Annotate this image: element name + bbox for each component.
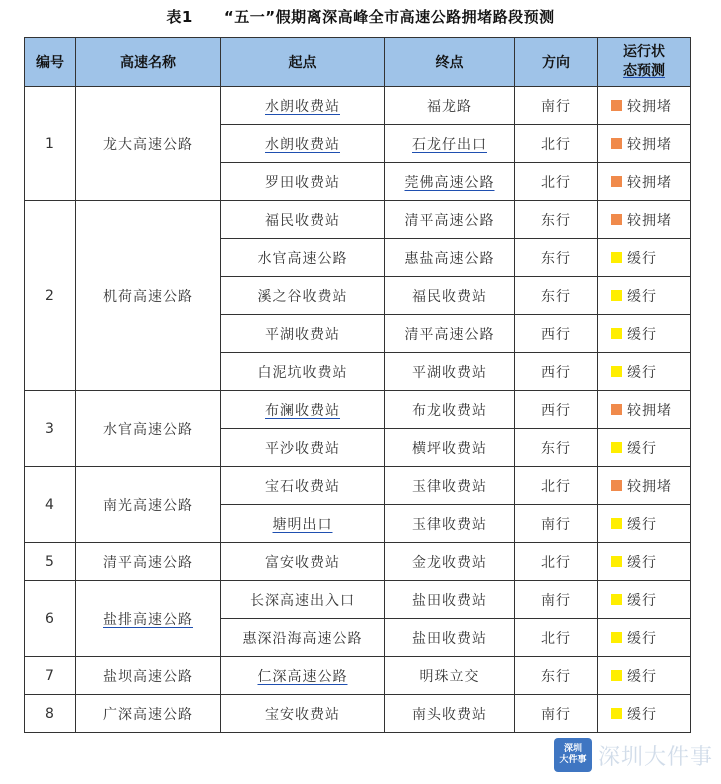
highway-name-text: 南光高速公路 (103, 497, 193, 514)
cell-status (598, 543, 691, 581)
status-indicator (611, 210, 677, 230)
cell-start-text: 罗田收费站 (265, 174, 340, 191)
cell-direction-text: 北行 (541, 630, 571, 647)
highway-name-text: 盐排高速公路 (103, 611, 193, 628)
cell-end-text: 玉律收费站 (412, 478, 487, 495)
cell-highway-name (76, 581, 221, 657)
status-square-icon (611, 290, 622, 301)
cell-highway-name (76, 695, 221, 733)
status-square-icon (611, 404, 622, 415)
cell-end-text: 金龙收费站 (412, 554, 487, 571)
table-row (25, 467, 691, 505)
cell-status (598, 391, 691, 429)
status-square-icon (611, 366, 622, 377)
cell-direction-text: 南行 (541, 706, 571, 723)
congestion-table (24, 37, 691, 733)
status-indicator (611, 400, 677, 420)
cell-highway-name (76, 657, 221, 695)
status-text: 缓行 (627, 326, 657, 343)
status-indicator (611, 666, 677, 686)
status-square-icon (611, 670, 622, 681)
status-text: 缓行 (627, 706, 657, 723)
cell-direction (515, 581, 598, 619)
cell-start-text: 平沙收费站 (265, 440, 340, 457)
cell-direction-text: 东行 (541, 288, 571, 305)
cell-start-text: 水朗收费站 (265, 98, 340, 115)
cell-start (221, 391, 385, 429)
status-text: 较拥堵 (627, 402, 672, 419)
status-square-icon (611, 442, 622, 453)
cell-start (221, 695, 385, 733)
cell-start (221, 619, 385, 657)
status-square-icon (611, 480, 622, 491)
table-row (25, 657, 691, 695)
cell-direction-text: 北行 (541, 554, 571, 571)
cell-direction (515, 353, 598, 391)
cell-start (221, 543, 385, 581)
header-status-line1: 运行状 (623, 44, 665, 60)
cell-end-text: 布龙收费站 (412, 402, 487, 419)
cell-start-text: 富安收费站 (265, 554, 340, 571)
cell-direction-text: 东行 (541, 212, 571, 229)
cell-status (598, 619, 691, 657)
status-indicator (611, 514, 677, 534)
cell-end (385, 619, 515, 657)
cell-end (385, 239, 515, 277)
cell-end-text: 惠盐高速公路 (404, 250, 495, 267)
status-indicator (611, 134, 677, 154)
cell-id: 8 (25, 695, 76, 733)
cell-direction (515, 239, 598, 277)
cell-start-text: 水朗收费站 (265, 136, 340, 153)
cell-direction-text: 东行 (541, 250, 571, 267)
status-indicator (611, 172, 677, 192)
cell-start-text: 长深高速出入口 (250, 592, 355, 609)
cell-end (385, 277, 515, 315)
cell-direction (515, 467, 598, 505)
table-row (25, 581, 691, 619)
cell-end-text: 横坪收费站 (412, 440, 487, 457)
cell-start (221, 467, 385, 505)
status-square-icon (611, 556, 622, 567)
cell-direction-text: 东行 (541, 440, 571, 457)
cell-end-text: 平湖收费站 (412, 364, 487, 381)
table-row (25, 87, 691, 125)
highway-name-text: 清平高速公路 (103, 554, 193, 571)
status-text: 缓行 (627, 554, 657, 571)
cell-start-text: 塘明出口 (272, 516, 333, 533)
cell-id: 7 (25, 657, 76, 695)
status-text: 缓行 (627, 592, 657, 609)
status-indicator (611, 438, 677, 458)
cell-end-text: 玉律收费站 (412, 516, 487, 533)
cell-end-text: 莞佛高速公路 (404, 174, 495, 191)
status-text: 较拥堵 (627, 478, 672, 495)
cell-status (598, 581, 691, 619)
cell-direction-text: 南行 (541, 592, 571, 609)
cell-end-text: 盐田收费站 (412, 592, 487, 609)
cell-direction (515, 201, 598, 239)
cell-start (221, 429, 385, 467)
cell-direction-text: 北行 (541, 136, 571, 153)
status-text: 较拥堵 (627, 174, 672, 191)
header-highway: 高速名称 (76, 38, 221, 87)
status-square-icon (611, 176, 622, 187)
cell-direction-text: 西行 (541, 364, 571, 381)
status-text: 缓行 (627, 516, 657, 533)
cell-status (598, 87, 691, 125)
watermark (554, 738, 713, 772)
cell-end (385, 163, 515, 201)
cell-status (598, 315, 691, 353)
cell-id: 1 (25, 87, 76, 201)
cell-direction-text: 东行 (541, 668, 571, 685)
cell-direction (515, 163, 598, 201)
cell-direction (515, 657, 598, 695)
cell-end (385, 505, 515, 543)
cell-start-text: 水官高速公路 (257, 250, 348, 267)
status-text: 缓行 (627, 668, 657, 685)
status-square-icon (611, 214, 622, 225)
cell-status (598, 125, 691, 163)
header-status-line2: 态预测 (623, 63, 665, 79)
cell-status (598, 201, 691, 239)
cell-highway-name (76, 201, 221, 391)
cell-direction (515, 695, 598, 733)
cell-direction (515, 277, 598, 315)
watermark-logo: 深圳 大件事 (554, 738, 592, 772)
cell-start-text: 布澜收费站 (265, 402, 340, 419)
cell-start-text: 宝石收费站 (265, 478, 340, 495)
cell-end (385, 315, 515, 353)
cell-direction-text: 南行 (541, 516, 571, 533)
cell-start (221, 657, 385, 695)
cell-end-text: 清平高速公路 (404, 326, 495, 343)
status-text: 较拥堵 (627, 136, 672, 153)
table-body (25, 87, 691, 733)
status-square-icon (611, 518, 622, 529)
cell-end-text: 盐田收费站 (412, 630, 487, 647)
cell-start-text: 溪之谷收费站 (257, 288, 348, 305)
cell-end (385, 391, 515, 429)
cell-start-text: 平湖收费站 (265, 326, 340, 343)
status-square-icon (611, 594, 622, 605)
cell-direction (515, 87, 598, 125)
status-square-icon (611, 252, 622, 263)
cell-start (221, 315, 385, 353)
highway-name-text: 广深高速公路 (103, 706, 193, 723)
status-indicator (611, 324, 677, 344)
status-square-icon (611, 100, 622, 111)
status-text: 缓行 (627, 440, 657, 457)
cell-id: 4 (25, 467, 76, 543)
highway-name-text: 龙大高速公路 (103, 136, 193, 153)
cell-start (221, 125, 385, 163)
cell-highway-name (76, 87, 221, 201)
status-indicator (611, 476, 677, 496)
cell-end (385, 467, 515, 505)
status-indicator (611, 248, 677, 268)
header-status (598, 38, 691, 87)
cell-direction-text: 西行 (541, 402, 571, 419)
highway-name-text: 水官高速公路 (103, 421, 193, 438)
cell-end-text: 福龙路 (427, 98, 472, 115)
cell-direction (515, 619, 598, 657)
cell-status (598, 163, 691, 201)
cell-direction (515, 429, 598, 467)
cell-direction (515, 315, 598, 353)
status-indicator (611, 628, 677, 648)
status-text: 缓行 (627, 364, 657, 381)
cell-highway-name (76, 467, 221, 543)
status-indicator (611, 362, 677, 382)
header-id: 编号 (25, 38, 76, 87)
cell-start (221, 505, 385, 543)
status-text: 较拥堵 (627, 212, 672, 229)
cell-start (221, 353, 385, 391)
cell-direction-text: 西行 (541, 326, 571, 343)
header-end: 终点 (385, 38, 515, 87)
highway-name-text: 盐坝高速公路 (103, 668, 193, 685)
cell-highway-name (76, 391, 221, 467)
table-row (25, 695, 691, 733)
cell-start-text: 惠深沿海高速公路 (242, 630, 363, 647)
cell-start-text: 仁深高速公路 (257, 668, 348, 685)
cell-start-text: 福民收费站 (265, 212, 340, 229)
table-row (25, 391, 691, 429)
cell-status (598, 239, 691, 277)
cell-status (598, 505, 691, 543)
status-square-icon (611, 138, 622, 149)
status-text: 缓行 (627, 630, 657, 647)
status-square-icon (611, 708, 622, 719)
cell-status (598, 467, 691, 505)
cell-direction-text: 南行 (541, 98, 571, 115)
status-indicator (611, 590, 677, 610)
cell-status (598, 657, 691, 695)
status-square-icon (611, 328, 622, 339)
cell-direction (515, 543, 598, 581)
cell-end (385, 353, 515, 391)
cell-end-text: 石龙仔出口 (412, 136, 487, 153)
cell-direction-text: 北行 (541, 478, 571, 495)
cell-direction-text: 北行 (541, 174, 571, 191)
status-square-icon (611, 632, 622, 643)
cell-end (385, 543, 515, 581)
cell-start-text: 白泥坑收费站 (257, 364, 348, 381)
cell-start (221, 163, 385, 201)
table-row (25, 543, 691, 581)
cell-direction (515, 505, 598, 543)
cell-id: 6 (25, 581, 76, 657)
cell-id: 3 (25, 391, 76, 467)
cell-end-text: 福民收费站 (412, 288, 487, 305)
status-text: 较拥堵 (627, 98, 672, 115)
cell-direction (515, 125, 598, 163)
cell-direction (515, 391, 598, 429)
cell-end-text: 清平高速公路 (404, 212, 495, 229)
cell-start-text: 宝安收费站 (265, 706, 340, 723)
cell-end (385, 429, 515, 467)
status-text: 缓行 (627, 250, 657, 267)
cell-end (385, 125, 515, 163)
cell-end-text: 明珠立交 (419, 668, 480, 685)
cell-id: 5 (25, 543, 76, 581)
cell-highway-name (76, 543, 221, 581)
header-direction: 方向 (515, 38, 598, 87)
cell-start (221, 581, 385, 619)
cell-status (598, 429, 691, 467)
cell-start (221, 277, 385, 315)
table-title: 表1 “五一”假期离深高峰全市高速公路拥堵路段预测 (166, 8, 555, 26)
cell-status (598, 277, 691, 315)
status-indicator (611, 96, 677, 116)
cell-end-text: 南头收费站 (412, 706, 487, 723)
status-indicator (611, 552, 677, 572)
cell-id: 2 (25, 201, 76, 391)
cell-end (385, 695, 515, 733)
table-row (25, 201, 691, 239)
cell-start (221, 239, 385, 277)
cell-status (598, 695, 691, 733)
cell-start (221, 87, 385, 125)
status-indicator (611, 286, 677, 306)
cell-end (385, 581, 515, 619)
cell-end (385, 657, 515, 695)
cell-end (385, 201, 515, 239)
status-indicator (611, 704, 677, 724)
watermark-text: 深圳大件事 (597, 744, 713, 770)
header-row (25, 38, 691, 87)
highway-name-text: 机荷高速公路 (103, 288, 193, 305)
cell-end (385, 87, 515, 125)
cell-status (598, 353, 691, 391)
cell-start (221, 201, 385, 239)
header-start: 起点 (221, 38, 385, 87)
status-text: 缓行 (627, 288, 657, 305)
